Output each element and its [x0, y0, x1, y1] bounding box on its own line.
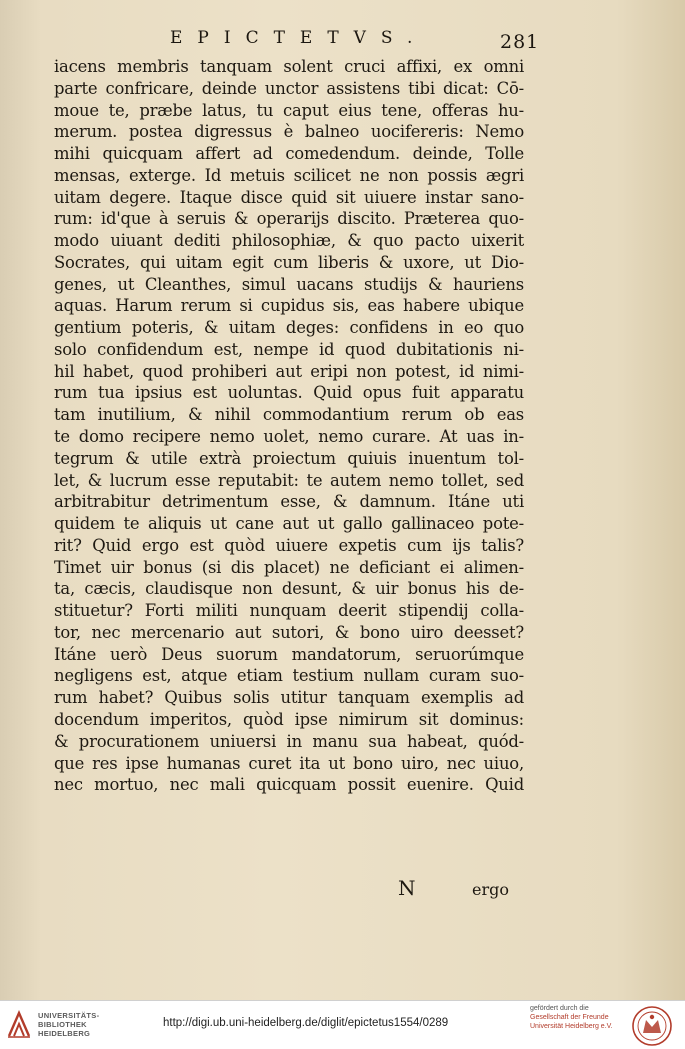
text-block — [54, 56, 524, 796]
library-name-line2: BIBLIOTHEK — [38, 1020, 87, 1029]
library-name-line1: UNIVERSITÄTS- — [38, 1011, 100, 1020]
text-line: uitam degere. Itaque disce quid sit uiuere instar sano- — [54, 187, 524, 207]
text-line: & procurationem uniuersi in manu sua habeat, quód- — [54, 731, 524, 751]
library-name-line3: HEIDELBERG — [38, 1029, 91, 1038]
text-line: Socrates, qui uitam egit cum liberis & uxore, ut Dio- — [54, 252, 524, 272]
text-line: solo confidendum est, nempe id quod dubitationis ni- — [54, 339, 524, 359]
sponsor-text — [530, 1004, 613, 1031]
text-line: genes, ut Cleanthes, simul uacans studijs & hauriens — [54, 274, 524, 294]
text-line: tam inutilium, & nihil commodantium rerum ob eas — [54, 405, 524, 425]
page-number: 281 — [500, 31, 540, 53]
society-seal-icon — [630, 1005, 674, 1047]
text-line: aquas. Harum rerum si cupidus sis, eas habere ubique — [54, 296, 524, 316]
university-library-logo-icon — [6, 1009, 32, 1039]
text-line: Timet uir bonus (si dis placet) ne deficiant ei alimen- — [54, 557, 524, 577]
text-line: docendum imperitos, quòd ipse nimirum sit dominus: — [54, 709, 524, 729]
text-line: rit? Quid ergo est quòd uiuere expetis cum ijs talis? — [54, 535, 524, 555]
library-name — [38, 1011, 99, 1038]
text-line: Itáne uerò Deus suorum mandatorum, seruorúmque — [54, 644, 524, 664]
sponsor-line1: gefördert durch die — [530, 1005, 589, 1012]
text-line: parte confricare, deinde unctor assistens tibi dicat: Cō- — [54, 78, 524, 98]
text-line: te domo recipere nemo uolet, nemo curare. At uas in- — [54, 427, 524, 447]
text-line: hil habet, quod prohiberi aut eripi non potest, id nimi- — [54, 361, 524, 381]
sponsor-line3: Universität Heidelberg e.V. — [530, 1023, 613, 1030]
text-line: negligens est, atque etiam testium nullam curam suo- — [54, 666, 524, 686]
text-line: merum. postea digressus è balneo uocifereris: Nemo — [54, 122, 524, 142]
catchword: ergo — [472, 880, 509, 899]
text-line: nec mortuo, nec mali quicquam possit euenire. Quid — [54, 775, 524, 795]
source-url-link[interactable]: http://digi.ub.uni-heidelberg.de/diglit/epictetus1554/0289 — [163, 1017, 449, 1029]
text-line: que res ipse humanas curet ita ut bono uiro, nec uiuo, — [54, 753, 524, 773]
running-head: EPICTETVS. — [170, 28, 428, 48]
text-line: rum tua ipsius est uoluntas. Quid opus fuit apparatu — [54, 383, 524, 403]
text-line: quidem te aliquis ut cane aut ut gallo gallinaceo pote- — [54, 514, 524, 534]
sponsor-line2: Gesellschaft der Freunde — [530, 1014, 609, 1021]
text-line: mihi quicquam affert ad comedendum. deinde, Tolle — [54, 144, 524, 164]
text-line: rum: id'que à seruis & operarijs discito. Præterea quo- — [54, 209, 524, 229]
text-line: let, & lucrum esse reputabit: te autem nemo tollet, sed — [54, 470, 524, 490]
text-line: gentium poteris, & uitam deges: confidens in eo quo — [54, 318, 524, 338]
text-line: tegrum & utile extrà proiectum quiuis inuentum tol- — [54, 448, 524, 468]
text-line: ta, cæcis, claudisque non desunt, & uir bonus his de- — [54, 579, 524, 599]
footer-bar — [0, 1000, 685, 1049]
text-line: tor, nec mercenario aut sutori, & bono uiro deesset? — [54, 622, 524, 642]
text-line: arbitrabitur detrimentum esse, & damnum. Itáne uti — [54, 492, 524, 512]
text-line: moue te, præbe latus, tu caput eius tene, offeras hu- — [54, 100, 524, 120]
signature-mark: N — [398, 876, 416, 900]
text-line: modo uiuant dediti philosophiæ, & quo pacto uixerit — [54, 231, 524, 251]
text-line: stituetur? Forti militi nunquam deerit stipendij colla- — [54, 601, 524, 621]
text-line: mensas, exterge. Id metuis scilicet ne non possis ægri — [54, 165, 524, 185]
text-line: iacens membris tanquam solent cruci affixi, ex omni — [54, 57, 524, 76]
text-line: rum habet? Quibus solis utitur tanquam exemplis ad — [54, 688, 524, 708]
